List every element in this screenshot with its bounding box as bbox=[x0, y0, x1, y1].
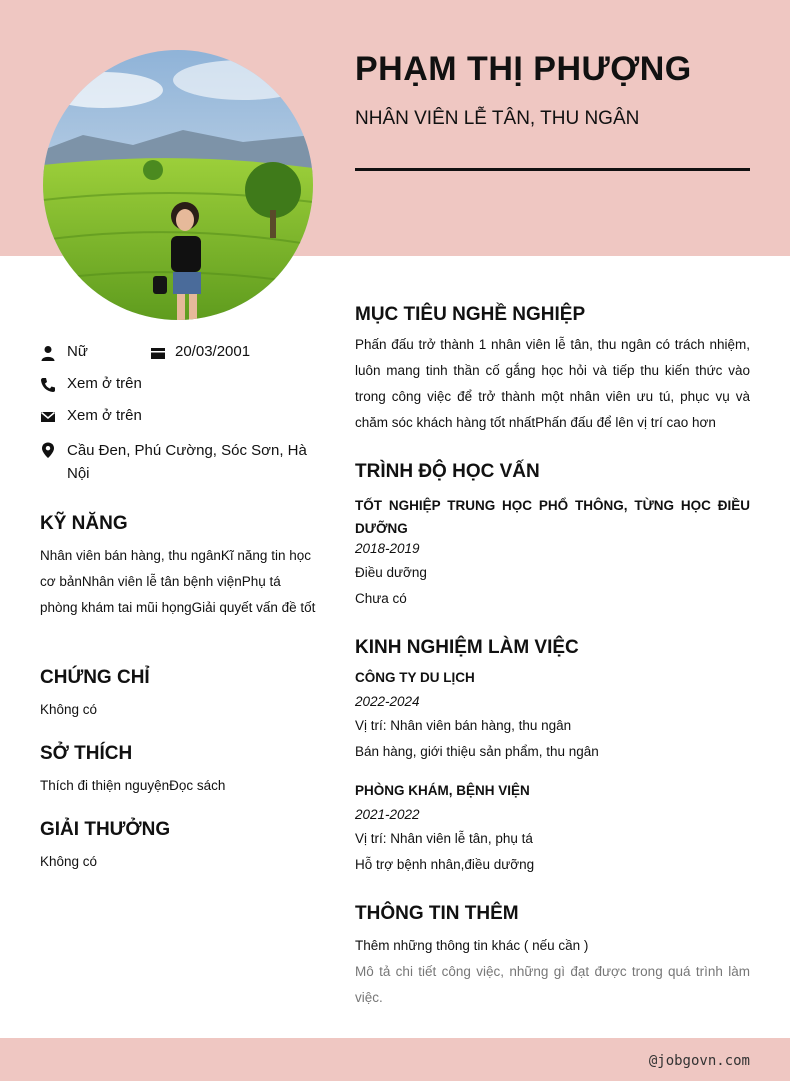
phone-icon bbox=[40, 377, 56, 393]
gender-value: Nữ bbox=[67, 343, 88, 360]
job-position: Vị trí: Nhân viên lễ tân, phụ tá bbox=[355, 831, 533, 846]
education-major: Điều dưỡng bbox=[355, 565, 427, 580]
experience-heading: KINH NGHIỆM LÀM VIỆC bbox=[355, 637, 579, 658]
hobbies-heading: SỞ THÍCH bbox=[40, 743, 133, 764]
job-years: 2022-2024 bbox=[355, 694, 420, 709]
location-pin-icon bbox=[40, 442, 56, 458]
job-years: 2021-2022 bbox=[355, 807, 420, 822]
job-description: Bán hàng, giới thiệu sản phẩm, thu ngân bbox=[355, 744, 599, 759]
education-school: TỐT NGHIỆP TRUNG HỌC PHỔ THÔNG, TỪNG HỌC ĐIỀU DƯỠNG bbox=[355, 498, 750, 536]
birthdate-row bbox=[150, 343, 250, 361]
gender-row bbox=[40, 343, 88, 361]
job-company: PHÒNG KHÁM, BỆNH VIỆN bbox=[355, 783, 530, 798]
skills-text: Nhân viên bán hàng, thu ngânKĩ năng tin học cơ bảnNhân viên lễ tân bệnh việnPhụ tá phòng khám tai mũi họngGiải quyết vấn đề tốt bbox=[40, 548, 316, 615]
education-years: 2018-2019 bbox=[355, 541, 420, 556]
site-watermark: @jobgovn.com bbox=[648, 1053, 750, 1069]
additional-description: Mô tả chi tiết công việc, những gì đạt được trong quá trình làm việc. bbox=[355, 964, 750, 1005]
address-row bbox=[40, 439, 320, 485]
person-icon bbox=[40, 345, 56, 361]
title-divider bbox=[355, 168, 750, 171]
certificates-text: Không có bbox=[40, 702, 98, 717]
hobbies-text: Thích đi thiện nguyệnĐọc sách bbox=[40, 778, 226, 793]
awards-heading: GIẢI THƯỞNG bbox=[40, 819, 171, 840]
birthdate-value: 20/03/2001 bbox=[175, 343, 251, 360]
education-heading: TRÌNH ĐỘ HỌC VẤN bbox=[355, 461, 540, 482]
job-company: CÔNG TY DU LỊCH bbox=[355, 670, 475, 685]
objective-heading: MỤC TIÊU NGHỀ NGHIỆP bbox=[355, 304, 586, 325]
mail-icon bbox=[40, 409, 56, 425]
email-row bbox=[40, 407, 142, 425]
job-description: Hỗ trợ bệnh nhân,điều dưỡng bbox=[355, 857, 535, 872]
phone-value: Xem ở trên bbox=[67, 375, 142, 392]
additional-line: Thêm những thông tin khác ( nếu cần ) bbox=[355, 938, 589, 953]
skills-heading: KỸ NĂNG bbox=[40, 513, 128, 534]
additional-heading: THÔNG TIN THÊM bbox=[355, 903, 519, 924]
objective-text: Phấn đấu trở thành 1 nhân viên lễ tân, thu ngân có trách nhiệm, luôn mang tinh thần cố gắng học hỏi và tiếp thu kiến thức vào trong công việc để trở thành một nhân viên ưu tú, phục vụ và chăm sóc khách hàng tốt nhấtPhấn đấu để lên vị trí cao hơn bbox=[355, 337, 750, 430]
email-value: Xem ở trên bbox=[67, 407, 142, 424]
job-position: Vị trí: Nhân viên bán hàng, thu ngân bbox=[355, 718, 572, 733]
candidate-name: PHẠM THỊ PHƯỢNG bbox=[355, 50, 692, 88]
awards-text: Không có bbox=[40, 854, 98, 869]
profile-photo bbox=[43, 50, 313, 320]
certificates-heading: CHỨNG CHỈ bbox=[40, 667, 150, 688]
education-note: Chưa có bbox=[355, 591, 407, 606]
calendar-icon bbox=[150, 345, 166, 361]
address-value: Cầu Đen, Phú Cường, Sóc Sơn, Hà Nội bbox=[67, 442, 307, 482]
job-title: NHÂN VIÊN LỄ TÂN, THU NGÂN bbox=[355, 108, 640, 129]
phone-row bbox=[40, 375, 142, 393]
